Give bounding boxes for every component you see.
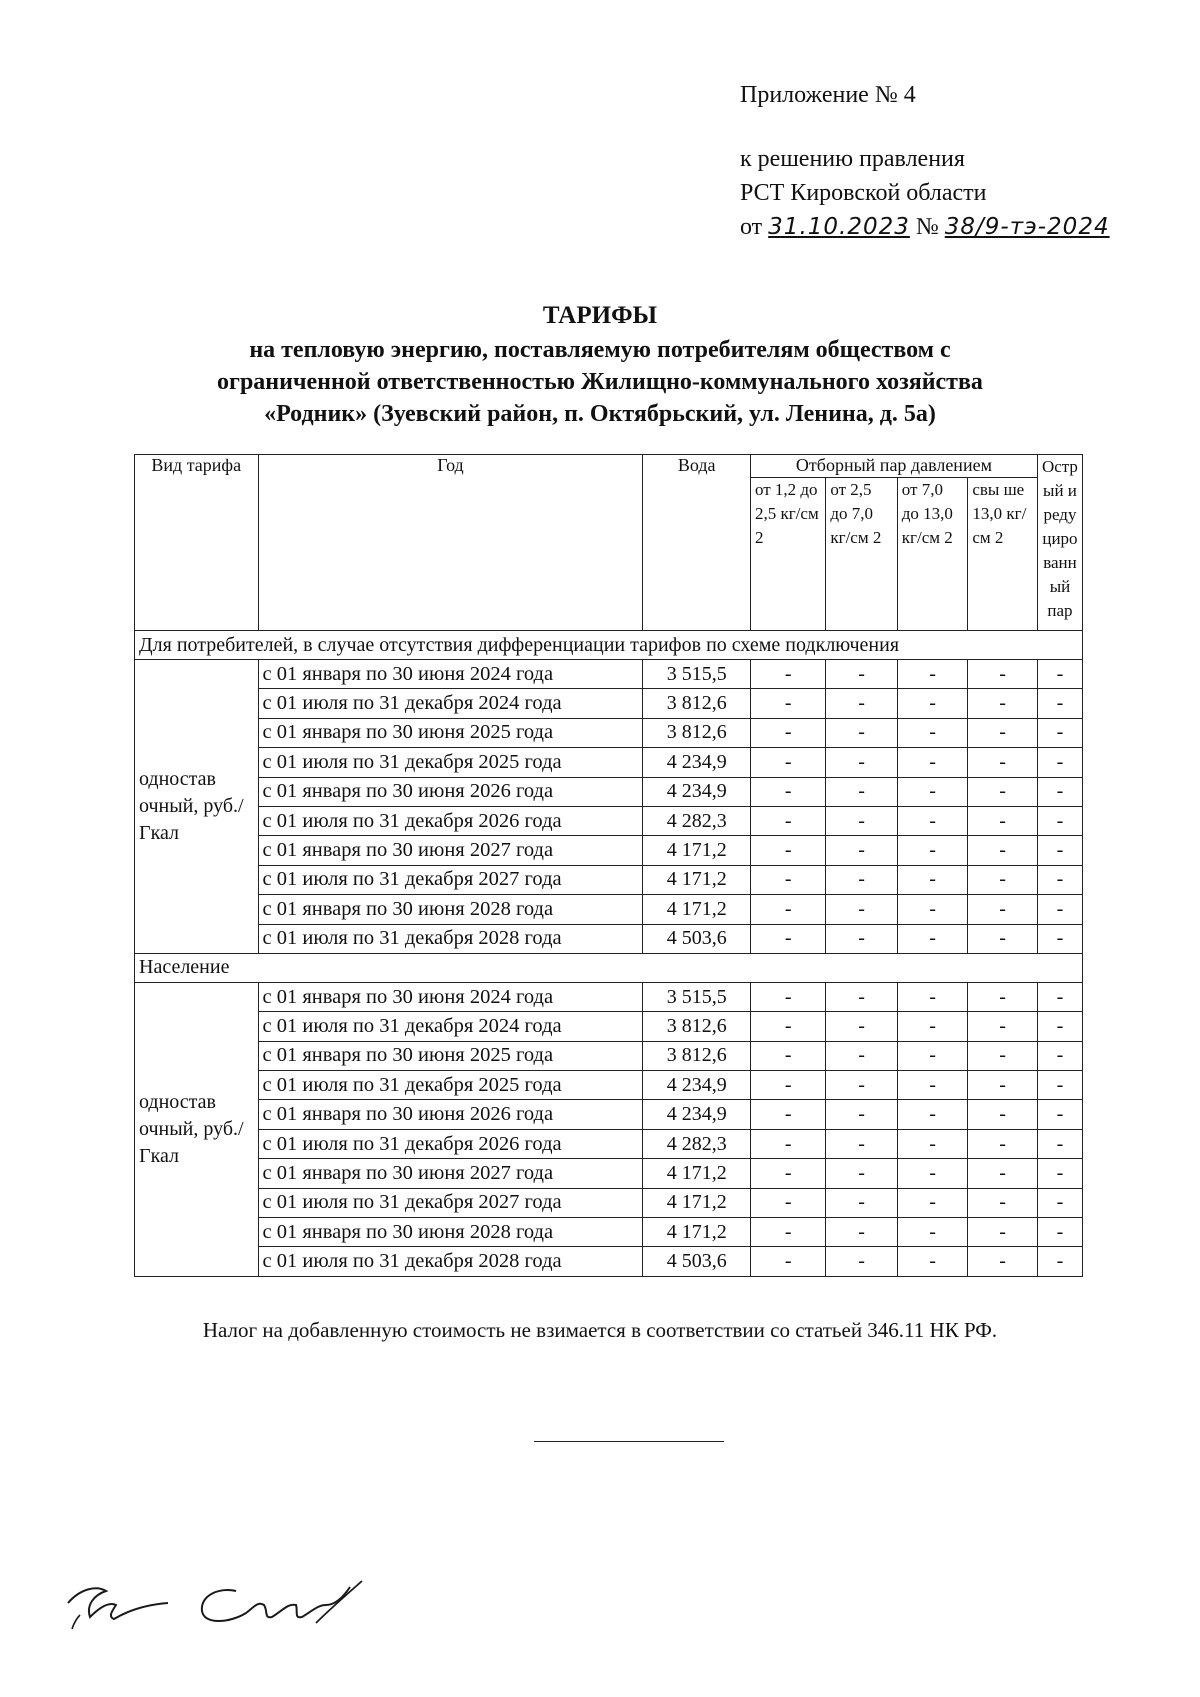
steam-above-13-0-cell: - — [968, 1071, 1038, 1100]
table-row — [135, 1218, 1083, 1247]
steam-1-2-to-2-5-cell: - — [750, 777, 825, 806]
period-cell: с 01 июля по 31 декабря 2024 года — [258, 689, 643, 718]
header-steam-2-5-to-7-0: от 2,5 до 7,0 кг/см 2 — [826, 478, 897, 631]
steam-2-5-to-7-0-cell: - — [826, 1041, 897, 1070]
water-tariff-cell: 4 171,2 — [643, 865, 750, 894]
steam-2-5-to-7-0-cell: - — [826, 895, 897, 924]
steam-1-2-to-2-5-cell: - — [750, 689, 825, 718]
table-row — [135, 660, 1083, 689]
steam-7-0-to-13-0-cell: - — [897, 748, 968, 777]
table-row — [135, 924, 1083, 953]
steam-2-5-to-7-0-cell: - — [826, 1188, 897, 1217]
water-tariff-cell: 4 503,6 — [643, 1247, 750, 1276]
header-steam-1-2-to-2-5: от 1,2 до 2,5 кг/см 2 — [750, 478, 825, 631]
steam-7-0-to-13-0-cell: - — [897, 1247, 968, 1276]
steam-above-13-0-cell: - — [968, 1188, 1038, 1217]
live-steam-cell: - — [1037, 718, 1082, 747]
title-line-1: на тепловую энергию, поставляемую потребителям обществом с — [249, 337, 951, 363]
period-cell: с 01 июля по 31 декабря 2028 года — [258, 1247, 643, 1276]
water-tariff-cell: 3 812,6 — [643, 718, 750, 747]
steam-above-13-0-cell: - — [968, 1218, 1038, 1247]
header-extraction-steam: Отборный пар давлением — [750, 455, 1037, 478]
steam-above-13-0-cell: - — [968, 689, 1038, 718]
table-row — [135, 865, 1083, 894]
title-line-3: «Родник» (Зуевский район, п. Октябрьский, ул. Ленина, д. 5а) — [264, 401, 936, 427]
steam-2-5-to-7-0-cell: - — [826, 660, 897, 689]
steam-above-13-0-cell: - — [968, 1159, 1038, 1188]
steam-2-5-to-7-0-cell: - — [826, 1012, 897, 1041]
steam-above-13-0-cell: - — [968, 982, 1038, 1011]
steam-7-0-to-13-0-cell: - — [897, 1129, 968, 1158]
water-tariff-cell: 4 234,9 — [643, 748, 750, 777]
water-tariff-cell: 3 515,5 — [643, 982, 750, 1011]
water-tariff-cell: 3 812,6 — [643, 1012, 750, 1041]
steam-1-2-to-2-5-cell: - — [750, 836, 825, 865]
appendix-title: Приложение № 4 — [740, 82, 916, 108]
steam-above-13-0-cell: - — [968, 1041, 1038, 1070]
steam-1-2-to-2-5-cell: - — [750, 1247, 825, 1276]
table-row — [135, 718, 1083, 747]
live-steam-cell: - — [1037, 1012, 1082, 1041]
period-cell: с 01 июля по 31 декабря 2026 года — [258, 806, 643, 835]
header-period: Год — [258, 455, 643, 631]
steam-2-5-to-7-0-cell: - — [826, 1129, 897, 1158]
period-cell: с 01 июля по 31 декабря 2025 года — [258, 1071, 643, 1100]
header-water: Вода — [643, 455, 750, 631]
header-steam-above-13-0: свы ше 13,0 кг/см 2 — [968, 478, 1038, 631]
steam-1-2-to-2-5-cell: - — [750, 748, 825, 777]
tariffs-table — [134, 454, 1083, 1277]
steam-1-2-to-2-5-cell: - — [750, 1188, 825, 1217]
steam-7-0-to-13-0-cell: - — [897, 689, 968, 718]
closing-divider — [534, 1441, 724, 1442]
steam-1-2-to-2-5-cell: - — [750, 1159, 825, 1188]
appendix-date-line — [740, 210, 1110, 244]
steam-above-13-0-cell: - — [968, 895, 1038, 924]
live-steam-cell: - — [1037, 660, 1082, 689]
section-title: Население — [135, 953, 1083, 982]
period-cell: с 01 января по 30 июня 2024 года — [258, 982, 643, 1011]
live-steam-cell: - — [1037, 895, 1082, 924]
steam-7-0-to-13-0-cell: - — [897, 895, 968, 924]
steam-above-13-0-cell: - — [968, 1129, 1038, 1158]
signature — [50, 1565, 380, 1640]
live-steam-cell: - — [1037, 1159, 1082, 1188]
tariff-type-cell: одностав очный, руб./Гкал — [135, 660, 259, 954]
steam-2-5-to-7-0-cell: - — [826, 982, 897, 1011]
steam-7-0-to-13-0-cell: - — [897, 924, 968, 953]
steam-7-0-to-13-0-cell: - — [897, 1218, 968, 1247]
steam-7-0-to-13-0-cell: - — [897, 1012, 968, 1041]
steam-1-2-to-2-5-cell: - — [750, 895, 825, 924]
tariffs-table-body — [135, 631, 1083, 1277]
live-steam-cell: - — [1037, 1247, 1082, 1276]
live-steam-cell: - — [1037, 865, 1082, 894]
steam-7-0-to-13-0-cell: - — [897, 865, 968, 894]
steam-2-5-to-7-0-cell: - — [826, 718, 897, 747]
period-cell: с 01 января по 30 июня 2027 года — [258, 836, 643, 865]
tariff-type-cell: одностав очный, руб./Гкал — [135, 982, 259, 1276]
water-tariff-cell: 4 171,2 — [643, 1188, 750, 1217]
table-row — [135, 1188, 1083, 1217]
appendix-authority: РСТ Кировской области — [740, 180, 987, 206]
period-cell: с 01 января по 30 июня 2028 года — [258, 1218, 643, 1247]
steam-2-5-to-7-0-cell: - — [826, 865, 897, 894]
steam-7-0-to-13-0-cell: - — [897, 660, 968, 689]
water-tariff-cell: 3 812,6 — [643, 1041, 750, 1070]
date-prefix: от — [740, 214, 763, 240]
steam-1-2-to-2-5-cell: - — [750, 1100, 825, 1129]
appendix-decision: к решению правления — [740, 146, 965, 172]
table-row — [135, 806, 1083, 835]
table-row — [135, 748, 1083, 777]
steam-1-2-to-2-5-cell: - — [750, 1012, 825, 1041]
table-row — [135, 836, 1083, 865]
table-row — [135, 982, 1083, 1011]
steam-above-13-0-cell: - — [968, 836, 1038, 865]
water-tariff-cell: 4 171,2 — [643, 836, 750, 865]
period-cell: с 01 июля по 31 декабря 2026 года — [258, 1129, 643, 1158]
table-row — [135, 1071, 1083, 1100]
steam-7-0-to-13-0-cell: - — [897, 982, 968, 1011]
table-row — [135, 1159, 1083, 1188]
table-row — [135, 1247, 1083, 1276]
period-cell: с 01 июля по 31 декабря 2027 года — [258, 1188, 643, 1217]
appendix-block — [740, 78, 1110, 244]
table-row — [135, 1012, 1083, 1041]
water-tariff-cell: 4 282,3 — [643, 806, 750, 835]
water-tariff-cell: 4 503,6 — [643, 924, 750, 953]
steam-1-2-to-2-5-cell: - — [750, 806, 825, 835]
period-cell: с 01 января по 30 июня 2024 года — [258, 660, 643, 689]
steam-7-0-to-13-0-cell: - — [897, 1159, 968, 1188]
steam-7-0-to-13-0-cell: - — [897, 1188, 968, 1217]
water-tariff-cell: 4 282,3 — [643, 1129, 750, 1158]
section-title: Для потребителей, в случае отсутствия дифференциации тарифов по схеме подключения — [135, 631, 1083, 660]
decision-date: 31.10.2023 — [768, 214, 910, 240]
live-steam-cell: - — [1037, 1218, 1082, 1247]
water-tariff-cell: 4 234,9 — [643, 1100, 750, 1129]
table-row — [135, 1041, 1083, 1070]
period-cell: с 01 января по 30 июня 2025 года — [258, 718, 643, 747]
steam-1-2-to-2-5-cell: - — [750, 1071, 825, 1100]
steam-2-5-to-7-0-cell: - — [826, 836, 897, 865]
steam-above-13-0-cell: - — [968, 660, 1038, 689]
live-steam-cell: - — [1037, 806, 1082, 835]
steam-1-2-to-2-5-cell: - — [750, 660, 825, 689]
period-cell: с 01 января по 30 июня 2028 года — [258, 895, 643, 924]
steam-2-5-to-7-0-cell: - — [826, 924, 897, 953]
document-title — [0, 300, 1200, 430]
table-row — [135, 1129, 1083, 1158]
steam-above-13-0-cell: - — [968, 777, 1038, 806]
live-steam-cell: - — [1037, 777, 1082, 806]
steam-above-13-0-cell: - — [968, 924, 1038, 953]
period-cell: с 01 января по 30 июня 2027 года — [258, 1159, 643, 1188]
live-steam-cell: - — [1037, 1041, 1082, 1070]
steam-2-5-to-7-0-cell: - — [826, 777, 897, 806]
water-tariff-cell: 4 171,2 — [643, 895, 750, 924]
steam-1-2-to-2-5-cell: - — [750, 718, 825, 747]
period-cell: с 01 июля по 31 декабря 2025 года — [258, 748, 643, 777]
water-tariff-cell: 4 171,2 — [643, 1218, 750, 1247]
water-tariff-cell: 4 234,9 — [643, 1071, 750, 1100]
period-cell: с 01 июля по 31 декабря 2024 года — [258, 1012, 643, 1041]
steam-2-5-to-7-0-cell: - — [826, 1218, 897, 1247]
steam-above-13-0-cell: - — [968, 806, 1038, 835]
live-steam-cell: - — [1037, 1188, 1082, 1217]
header-tariff-type: Вид тарифа — [135, 455, 259, 631]
steam-7-0-to-13-0-cell: - — [897, 836, 968, 865]
live-steam-cell: - — [1037, 1129, 1082, 1158]
steam-2-5-to-7-0-cell: - — [826, 1071, 897, 1100]
water-tariff-cell: 3 812,6 — [643, 689, 750, 718]
period-cell: с 01 июля по 31 декабря 2027 года — [258, 865, 643, 894]
period-cell: с 01 июля по 31 декабря 2028 года — [258, 924, 643, 953]
steam-2-5-to-7-0-cell: - — [826, 1159, 897, 1188]
steam-2-5-to-7-0-cell: - — [826, 806, 897, 835]
header-live-steam: Остр ый и реду циро ванн ый пар — [1037, 455, 1082, 631]
live-steam-cell: - — [1037, 924, 1082, 953]
live-steam-cell: - — [1037, 1100, 1082, 1129]
period-cell: с 01 января по 30 июня 2026 года — [258, 1100, 643, 1129]
decision-number: 38/9-тэ-2024 — [944, 214, 1110, 240]
period-cell: с 01 января по 30 июня 2026 года — [258, 777, 643, 806]
steam-7-0-to-13-0-cell: - — [897, 718, 968, 747]
live-steam-cell: - — [1037, 836, 1082, 865]
steam-1-2-to-2-5-cell: - — [750, 924, 825, 953]
steam-1-2-to-2-5-cell: - — [750, 865, 825, 894]
number-prefix: № — [915, 214, 939, 240]
steam-7-0-to-13-0-cell: - — [897, 1071, 968, 1100]
period-cell: с 01 января по 30 июня 2025 года — [258, 1041, 643, 1070]
live-steam-cell: - — [1037, 748, 1082, 777]
steam-above-13-0-cell: - — [968, 748, 1038, 777]
steam-7-0-to-13-0-cell: - — [897, 806, 968, 835]
steam-2-5-to-7-0-cell: - — [826, 1247, 897, 1276]
live-steam-cell: - — [1037, 1071, 1082, 1100]
vat-footnote: Налог на добавленную стоимость не взимается в соответствии со статьей 346.11 НК РФ. — [202, 1318, 998, 1342]
steam-2-5-to-7-0-cell: - — [826, 1100, 897, 1129]
table-row — [135, 1100, 1083, 1129]
steam-7-0-to-13-0-cell: - — [897, 777, 968, 806]
title-line-2: ограниченной ответственностью Жилищно-коммунального хозяйства — [217, 369, 983, 395]
table-row — [135, 689, 1083, 718]
water-tariff-cell: 4 171,2 — [643, 1159, 750, 1188]
steam-1-2-to-2-5-cell: - — [750, 1041, 825, 1070]
section-row — [135, 631, 1083, 660]
live-steam-cell: - — [1037, 982, 1082, 1011]
steam-above-13-0-cell: - — [968, 1247, 1038, 1276]
steam-2-5-to-7-0-cell: - — [826, 689, 897, 718]
steam-1-2-to-2-5-cell: - — [750, 1218, 825, 1247]
title-main: ТАРИФЫ — [542, 302, 658, 329]
table-row — [135, 895, 1083, 924]
live-steam-cell: - — [1037, 689, 1082, 718]
steam-above-13-0-cell: - — [968, 1012, 1038, 1041]
water-tariff-cell: 3 515,5 — [643, 660, 750, 689]
table-row — [135, 777, 1083, 806]
steam-above-13-0-cell: - — [968, 1100, 1038, 1129]
steam-above-13-0-cell: - — [968, 865, 1038, 894]
header-steam-7-0-to-13-0: от 7,0 до 13,0 кг/см 2 — [897, 478, 968, 631]
steam-1-2-to-2-5-cell: - — [750, 982, 825, 1011]
section-row — [135, 953, 1083, 982]
steam-1-2-to-2-5-cell: - — [750, 1129, 825, 1158]
water-tariff-cell: 4 234,9 — [643, 777, 750, 806]
steam-7-0-to-13-0-cell: - — [897, 1041, 968, 1070]
steam-7-0-to-13-0-cell: - — [897, 1100, 968, 1129]
steam-2-5-to-7-0-cell: - — [826, 748, 897, 777]
steam-above-13-0-cell: - — [968, 718, 1038, 747]
